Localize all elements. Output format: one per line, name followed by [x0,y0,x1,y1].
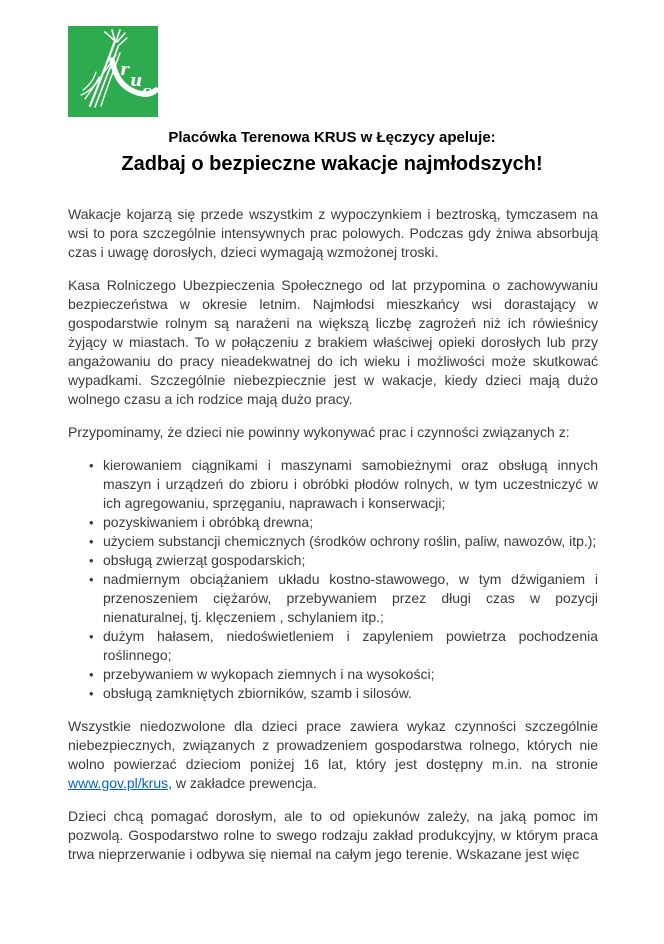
forbidden-list-intro: Przypominamy, że dzieci nie powinny wykonywać prac i czynności związanych z: [68,424,570,440]
document-body [68,205,598,878]
krus-logo [68,26,158,117]
children-help-paragraph: Dzieci chcą pomagać dorosłym, ale to od opiekunów zależy, na jaką pomoc im pozwolą. Gospodarstwo rolne to swego rodzaju zakład produkcyjny, w którym praca trwa nieprzerwanie i odbywa się niemal na całym jego terenie. Wskazane jest więc [68,808,598,862]
list-item: • pozyskiwaniem i obróbką drewna; [68,513,598,532]
list-item: • obsługą zwierząt gospodarskich; [68,551,598,570]
logo-letter-r: r [120,60,129,80]
document-header [0,129,664,176]
list-item: • przebywaniem w wykopach ziemnych i na wysokości; [68,665,598,684]
krus-reminder-paragraph: Kasa Rolniczego Ubezpieczenia Społecznego od lat przypomina o zachowywaniu bezpieczeństwa w okresie letnim. Najmłodsi mieszkańcy wsi dorastający w gospodarstwie rolnym są narażeni na większą liczbę zagrożeń niż ich rówieśnicy żyjący w miastach. To w połączeniu z brakiem właściwej opieki dorosłych lub przy angażowaniu do pracy nieadekwatnej do ich wieku i możliwości może skutkować wypadkami. Szczególnie niebezpiecznie jest w wakacje, kiedy dzieci mają dużo wolnego czasu a ich rodzice mają dużo pracy. [68,277,598,407]
list-item: • nadmiernym obciążaniem układu kostno-stawowego, w tym dźwiganiem i przenoszeniem ciężarów, przebywaniem przez długi czas w pozycji nienaturalnej, tj. klęczeniem , schylaniem itp.; [68,570,598,627]
list-item: • użyciem substancji chemicznych (środków ochrony roślin, paliw, nawozów, itp.); [68,532,598,551]
regulations-paragraph [68,717,598,793]
page-title: Zadbaj o bezpieczne wakacje najmłodszych! [121,153,543,175]
logo-letter-s: s [142,82,152,102]
gov-krus-link[interactable]: www.gov.pl/krus [68,775,169,791]
logo-letter-u: u [130,71,143,91]
regulations-text-after-link: , w zakładce prewencja. [168,775,317,791]
krus-logo-image [68,26,158,117]
list-item: • kierowaniem ciągnikami i maszynami samobieżnymi oraz obsługą innych maszyn i urządzeń do zbioru i obróbki płodów rolnych, w tym uczestniczyć w ich agregowaniu, sprzęganiu, naprawach i konserwacji; [68,456,598,513]
regulations-text-before-link: Wszystkie niedozwolone dla dzieci prace zawiera wykaz czynności szczególnie niebezpiecznych, związanych z prowadzeniem gospodarstwa rolnego, których nie wolno powierzać dzieciom poniżej 16 lat, który jest dostępny m.in. na stronie [68,718,598,772]
vacation-intro-paragraph: Wakacje kojarzą się przede wszystkim z wypoczynkiem i beztroską, tymczasem na wsi to pora szczególnie intensywnych prac polowych. Podczas gdy żniwa absorbują czas i uwagę dorosłych, dzieci wymagają wzmożonej troski. [68,206,598,260]
header-appeal-line: Placówka Terenowa KRUS w Łęczycy apeluje: [168,129,496,146]
list-item: • obsługą zamkniętych zbiorników, szamb i silosów. [68,684,598,703]
forbidden-activities-list [68,456,598,703]
list-item: • dużym hałasem, niedoświetleniem i zapyleniem powietrza pochodzenia roślinnego; [68,627,598,665]
